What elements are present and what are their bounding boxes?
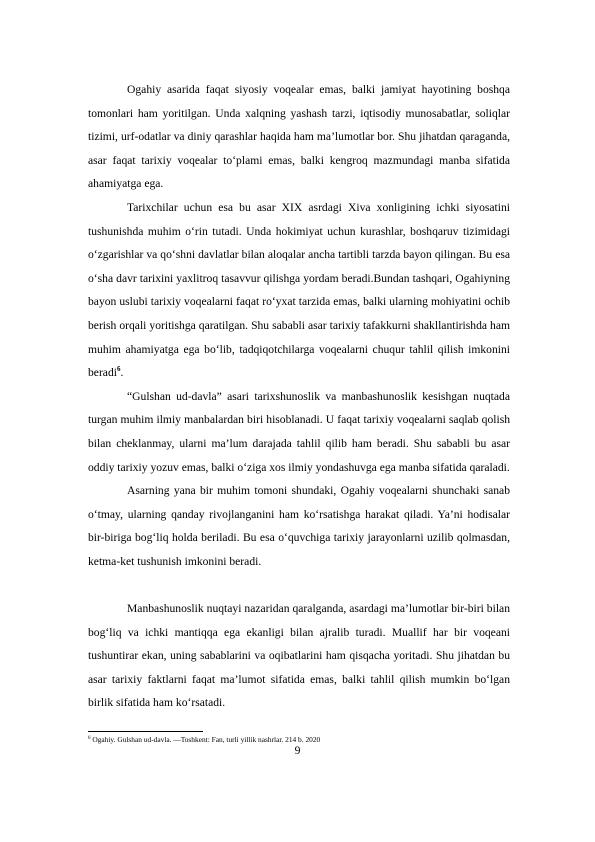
paragraph-5: Manbashunoslik nuqtayi nazaridan qaralganda, asardagi ma’lumotlar bir-biri bilan bog‘liq va ichki mantiqqa ega ekanligi bilan ajralib turadi. Muallif har bir voqeani tushuntirar ekan, uning sabablarini va oqibatlarini ham qisqacha yoritadi. Shu jihatdan bu asar tarixiy faktlarni faqat ma’lumot sifatida emas, balki tahlil qilish mumkin bo‘lgan birlik sifatida ham ko‘rsatadi.	[88, 602, 510, 710]
paragraph-4: Asarning yana bir muhim tomoni shundaki, Ogahiy voqealarni shunchaki sanab o‘tmay, ularning qanday rivojlanganini ham ko‘rsatishga harakat qiladi. Ya’ni hodisalar bir-biriga bog‘liq holda beriladi. Bu esa o‘quvchiga tarixiy jarayonlarni uzilib qolmasdan, ketma-ket tushunish imkonini beradi.	[88, 484, 510, 568]
body-text	[88, 78, 510, 715]
paragraph-2-end: .	[120, 366, 124, 380]
paragraph-2-text: Tarixchilar uchun esa bu asar XIX asrdagi Xiva xonligining ichki siyosatini tushunishda muhim o‘rin tutadi. Unda hokimiyat uchun kurashlar, boshqaruv tizimidagi o‘zgarishlar va qo‘shni davlatlar bilan aloqalar ancha tartibli tarzda bayon qilingan. Bu esa o‘sha davr tarixini yaxlitroq tasavvur qilishga yordam beradi.Bundan tashqari, Ogahiyning bayon uslubi tarixiy voqealarni faqat ro‘yxat tarzida emas, balki ularning mohiyatini ochib berish orqali yoritishga qaratilgan. Shu sababli asar tarixiy tafakkurni shakllantirishda ham muhim ahamiyatga ega bo‘lib, tadqiqotchilarga voqealarni chuqur tahlil qilish imkonini beradi	[88, 200, 510, 380]
paragraph-2	[88, 196, 510, 385]
footnote-marker: 6	[88, 736, 91, 741]
paragraph-3: “Gulshan ud-davla” asari tarixshunoslik va manbashunoslik kesishgan nuqtada turgan muhim ilmiy manbalardan biri hisoblanadi. U faqat tarixiy voqealarni saqlab qolish bilan cheklanmay, ularni ma’lum darajada tahlil qilib ham beradi. Shu sababli bu asar oddiy tarixiy yozuv emas, balki o‘ziga xos ilmiy yondashuvga ega manba sifatida qaraladi.	[88, 389, 510, 474]
page-number: 9	[294, 744, 301, 757]
footnote-text: Ogahiy. Gulshan ud-davla. —Toshkent: Fan, turli yillik nashrlar. 214 b. 2020	[90, 735, 321, 744]
footnote-separator	[88, 731, 203, 732]
paragraph-1: Ogahiy asarida faqat siyosiy voqealar emas, balki jamiyat hayotining boshqa tomonlari ham yoritilgan. Unda xalqning yashash tarzi, iqtisodiy munosabatlar, soliqlar tizimi, urf-odatlar va diniy qarashlar haqida ham ma’lumotlar bor. Shu jihatdan qaraganda, asar faqat tarixiy voqealar to‘plami emas, balki kengroq mazmundagi manba sifatida ahamiyatga ega.	[88, 83, 510, 191]
footnote-reference[interactable]: 6	[116, 365, 121, 374]
